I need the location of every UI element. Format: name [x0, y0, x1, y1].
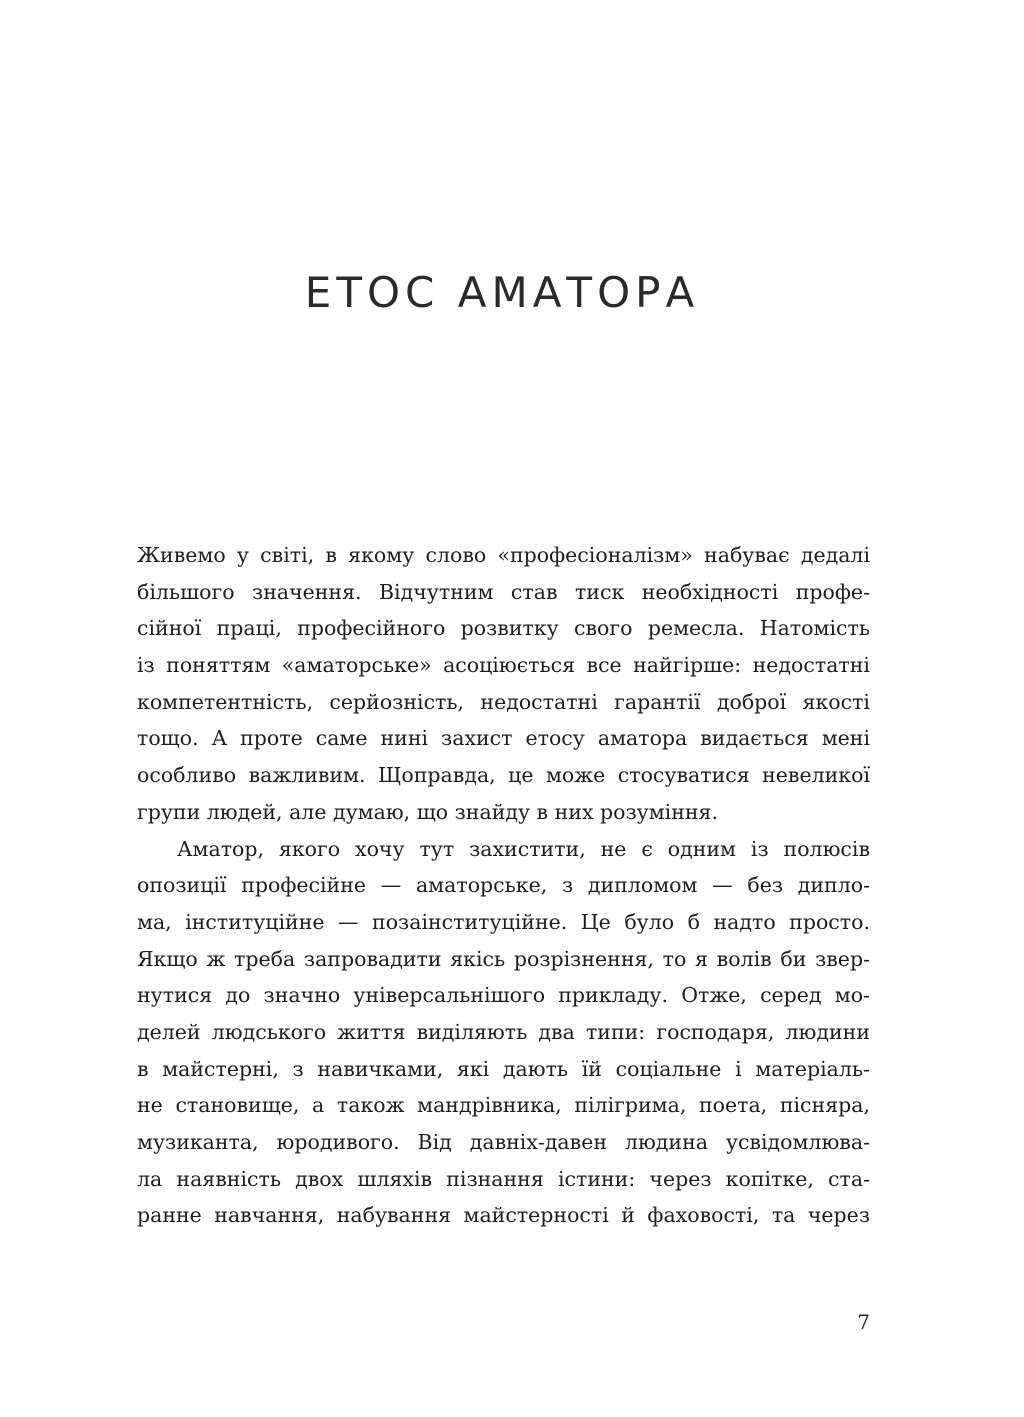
text-line: більшого значення. Відчутним став тиск необхідності профе-: [137, 579, 870, 604]
text-line: групи людей, але думаю, що знайду в них розуміння.: [137, 799, 719, 824]
text-line: тощо. А проте саме нині захист етосу аматора видається мені: [137, 726, 870, 751]
text-line: особливо важливим. Щоправда, це може стосуватися невеликої: [137, 763, 870, 788]
text-line: Живемо у світі, в якому слово «професіоналізм» набуває дедалі: [137, 543, 870, 567]
text-line: музиканта, юродивого. Від давніх-давен людина усвідомлюва-: [137, 1130, 870, 1154]
text-line: делей людського життя виділяють два типи: господаря, людини: [137, 1019, 870, 1044]
page-number: 7: [857, 1310, 870, 1334]
text-line: Аматор, якого хочу тут захистити, не є одним із полюсів: [177, 836, 870, 861]
text-line: сійної праці, професійного розвитку свого ремесла. Натомість: [137, 616, 870, 641]
text-line: ла наявність двох шляхів пізнання істини: через копітке, ста-: [137, 1166, 870, 1191]
text-line: ма, інституційне — позаінституційне. Це було б надто просто.: [137, 909, 870, 934]
text-line: опозиції професійне — аматорське, з дипломом — без дипло-: [137, 873, 870, 898]
chapter-title: ЕТОС АМАТОРА: [304, 268, 700, 317]
text-line: компетентність, серйозність, недостатні гарантії доброї якості: [137, 689, 870, 714]
text-line: в майстерні, з навичками, які дають їй соціальне і матеріаль-: [137, 1056, 870, 1081]
body-text: [137, 537, 870, 1234]
text-line: ранне навчання, набування майстерності й фаховості, та через: [137, 1203, 870, 1228]
text-line: не становище, а також мандрівника, пілігрима, поета, пісняра,: [137, 1093, 870, 1118]
text-line: Якщо ж треба запровадити якісь розрізнення, то я волів би звер-: [137, 946, 870, 971]
text-line: нутися до значно універсальнішого прикладу. Отже, серед мо-: [137, 983, 870, 1008]
text-line: із поняттям «аматорське» асоціюється все найгірше: недостатні: [137, 653, 870, 678]
